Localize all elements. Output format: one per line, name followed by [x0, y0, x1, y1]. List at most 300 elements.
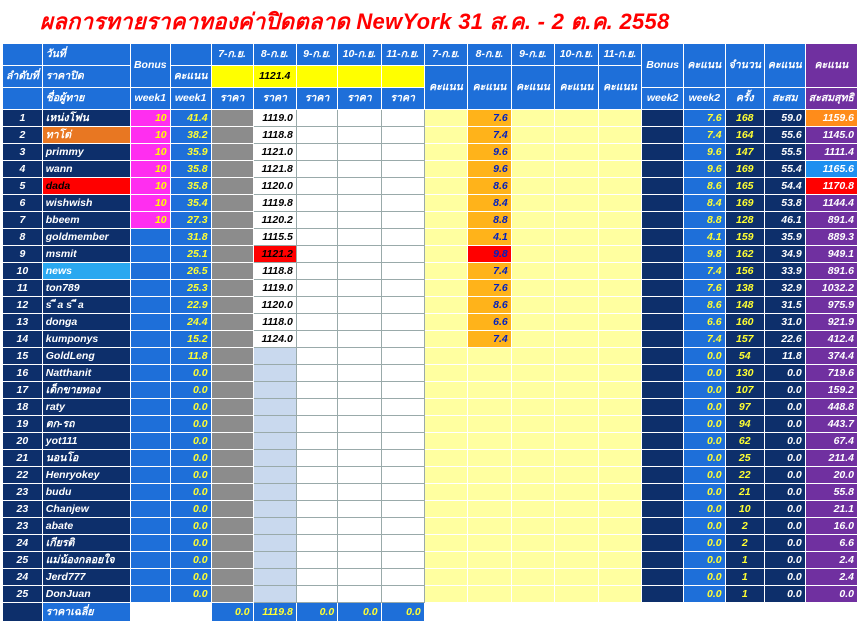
net-cell: 921.9	[805, 314, 857, 331]
count-cell: 130	[725, 365, 764, 382]
score-cell-1	[424, 433, 468, 450]
count-cell: 148	[725, 297, 764, 314]
bonus-week2-cell	[642, 535, 684, 552]
score-cell-1	[424, 501, 468, 518]
week1-score-cell: 0.0	[170, 535, 211, 552]
score-cell-2	[468, 586, 512, 603]
week2-score-cell: 0.0	[684, 399, 726, 416]
price-cell-3	[296, 297, 337, 314]
score-cell-1	[424, 586, 468, 603]
bonus-cell	[130, 569, 170, 586]
bonus-cell: 10	[130, 144, 170, 161]
price-cell-1	[211, 127, 253, 144]
player-name-cell: wann	[42, 161, 130, 178]
price-cell-1	[211, 178, 253, 195]
score-cell-1	[424, 569, 468, 586]
rank-header: ลำดับที่	[3, 66, 43, 88]
week2-score-cell: 8.6	[684, 297, 726, 314]
bonus-cell	[130, 484, 170, 501]
week2-score-label: week2	[684, 88, 726, 110]
score-label-1: คะแนน	[424, 66, 468, 110]
score-cell-5	[598, 212, 642, 229]
price-cell-4	[338, 195, 381, 212]
score-cell-1	[424, 518, 468, 535]
close-price-3	[296, 66, 337, 88]
score-cell-1	[424, 467, 468, 484]
score-cell-3	[511, 467, 555, 484]
week1-score-cell: 15.2	[170, 331, 211, 348]
accum-cell: 11.8	[764, 348, 805, 365]
week1-score-cell: 24.4	[170, 314, 211, 331]
score-date-header-1: 7-ก.ย.	[424, 44, 468, 66]
score-cell-5	[598, 518, 642, 535]
week2-header: week2	[642, 88, 684, 110]
rank-cell: 16	[3, 365, 43, 382]
bonus-week2-cell	[642, 501, 684, 518]
price-cell-4	[338, 416, 381, 433]
bonus-cell	[130, 535, 170, 552]
table-row	[3, 144, 858, 161]
score-cell-2: 9.6	[468, 161, 512, 178]
table-row	[3, 280, 858, 297]
week2-score-cell: 0.0	[684, 348, 726, 365]
week1-score-cell: 25.1	[170, 246, 211, 263]
player-name-cell: raty	[42, 399, 130, 416]
bonus-week2-cell	[642, 178, 684, 195]
bonus-week2-cell	[642, 365, 684, 382]
score-cell-2: 7.4	[468, 331, 512, 348]
score-cell-1	[424, 195, 468, 212]
price-cell-1	[211, 484, 253, 501]
bonus-cell	[130, 331, 170, 348]
rank-cell: 18	[3, 399, 43, 416]
rank-cell: 22	[3, 467, 43, 484]
score-cell-4	[555, 195, 599, 212]
price-cell-3	[296, 195, 337, 212]
table-row	[3, 178, 858, 195]
score-cell-2	[468, 382, 512, 399]
net-cell: 412.4	[805, 331, 857, 348]
bonus-cell: 10	[130, 161, 170, 178]
price-cell-2: 1118.8	[253, 127, 296, 144]
score-cell-4	[555, 212, 599, 229]
score-cell-3	[511, 161, 555, 178]
price-cell-5	[381, 314, 424, 331]
net-cell: 1144.4	[805, 195, 857, 212]
table-row	[3, 501, 858, 518]
price-cell-4	[338, 263, 381, 280]
rank-cell: 23	[3, 484, 43, 501]
rank-cell: 25	[3, 552, 43, 569]
score-cell-1	[424, 178, 468, 195]
player-name-cell: primmy	[42, 144, 130, 161]
price-cell-4	[338, 569, 381, 586]
score-cell-1	[424, 450, 468, 467]
score-cell-3	[511, 484, 555, 501]
price-cell-2	[253, 484, 296, 501]
week2-score-cell: 8.4	[684, 195, 726, 212]
bonus-week2-cell	[642, 161, 684, 178]
accum-cell: 0.0	[764, 365, 805, 382]
week2-score-cell: 8.6	[684, 178, 726, 195]
week2-score-cell: 7.4	[684, 331, 726, 348]
table-row	[3, 127, 858, 144]
count-header: จำนวน	[725, 44, 764, 88]
price-cell-3	[296, 535, 337, 552]
page-title: ผลการทายราคาทองค่าปิดตลาด NewYork 31 ส.ค. - 2 ต.ค. 2558	[40, 9, 670, 34]
week2-score-cell: 7.4	[684, 127, 726, 144]
price-cell-4	[338, 467, 381, 484]
rank-cell: 1	[3, 110, 43, 127]
bonus-week2-cell	[642, 229, 684, 246]
price-cell-4	[338, 518, 381, 535]
bonus-cell	[130, 382, 170, 399]
price-cell-1	[211, 535, 253, 552]
score-cell-5	[598, 314, 642, 331]
score-cell-3	[511, 501, 555, 518]
price-cell-5	[381, 195, 424, 212]
bonus-cell	[130, 450, 170, 467]
score-cell-5	[598, 161, 642, 178]
rank-cell: 24	[3, 535, 43, 552]
accum-cell: 0.0	[764, 586, 805, 603]
rank-cell: 2	[3, 127, 43, 144]
score-cell-1	[424, 144, 468, 161]
times-header: ครั้ง	[725, 88, 764, 110]
count-cell: 2	[725, 535, 764, 552]
rank-cell: 9	[3, 246, 43, 263]
score-cell-4	[555, 110, 599, 127]
price-cell-4	[338, 399, 381, 416]
score-cell-2	[468, 348, 512, 365]
score-cell-4	[555, 127, 599, 144]
price-cell-2	[253, 382, 296, 399]
score-cell-4	[555, 399, 599, 416]
accum-cell: 33.9	[764, 263, 805, 280]
score-cell-5	[598, 569, 642, 586]
score-cell-1	[424, 552, 468, 569]
score-cell-3	[511, 263, 555, 280]
player-name-cell: Jerd777	[42, 569, 130, 586]
average-2: 1119.8	[253, 603, 296, 622]
price-cell-5	[381, 229, 424, 246]
close-price-header: ราคาปิด	[42, 66, 130, 88]
score-cell-1	[424, 399, 468, 416]
price-cell-3	[296, 365, 337, 382]
net-cell: 891.6	[805, 263, 857, 280]
score-cell-1	[424, 484, 468, 501]
accum-cell: 53.8	[764, 195, 805, 212]
price-cell-5	[381, 382, 424, 399]
bonus-cell	[130, 552, 170, 569]
bonus-week2-cell	[642, 195, 684, 212]
table-row	[3, 535, 858, 552]
bonus-cell	[130, 518, 170, 535]
price-cell-4	[338, 144, 381, 161]
price-cell-5	[381, 144, 424, 161]
price-cell-4	[338, 348, 381, 365]
score-cell-3	[511, 382, 555, 399]
net-cell: 2.4	[805, 552, 857, 569]
price-cell-5	[381, 552, 424, 569]
price-cell-3	[296, 178, 337, 195]
count-cell: 107	[725, 382, 764, 399]
player-name-cell: news	[42, 263, 130, 280]
rank-spacer	[3, 88, 43, 110]
price-cell-1	[211, 450, 253, 467]
bonus-cell	[130, 229, 170, 246]
net-cell: 975.9	[805, 297, 857, 314]
week1-score-cell: 0.0	[170, 416, 211, 433]
bonus-cell	[130, 467, 170, 484]
score-cell-3	[511, 348, 555, 365]
price-cell-5	[381, 246, 424, 263]
score-net-header: คะแนน	[805, 44, 857, 88]
accum-cell: 59.0	[764, 110, 805, 127]
bonus-week2-cell	[642, 467, 684, 484]
table-row	[3, 110, 858, 127]
price-cell-5	[381, 586, 424, 603]
score-cell-5	[598, 586, 642, 603]
price-cell-5	[381, 280, 424, 297]
price-cell-2: 1115.5	[253, 229, 296, 246]
score-cell-4	[555, 229, 599, 246]
price-cell-1	[211, 501, 253, 518]
day-header: วันที่	[42, 44, 130, 66]
date-header-5: 11-ก.ย.	[381, 44, 424, 66]
rank-cell: 5	[3, 178, 43, 195]
price-cell-3	[296, 484, 337, 501]
price-cell-4	[338, 501, 381, 518]
price-cell-4	[338, 535, 381, 552]
price-cell-3	[296, 501, 337, 518]
accum-header: สะสม	[764, 88, 805, 110]
accum-cell: 0.0	[764, 433, 805, 450]
price-cell-1	[211, 416, 253, 433]
count-cell: 1	[725, 569, 764, 586]
table-row	[3, 229, 858, 246]
price-cell-3	[296, 246, 337, 263]
price-cell-2	[253, 399, 296, 416]
score-label-4: คะแนน	[555, 66, 599, 110]
net-cell: 374.4	[805, 348, 857, 365]
net-cell: 719.6	[805, 365, 857, 382]
week2-score-cell: 0.0	[684, 518, 726, 535]
score-cell-4	[555, 501, 599, 518]
price-cell-4	[338, 127, 381, 144]
score-cell-2	[468, 484, 512, 501]
week2-score-cell: 9.6	[684, 161, 726, 178]
price-cell-2: 1120.2	[253, 212, 296, 229]
score-cell-4	[555, 433, 599, 450]
score-cell-1	[424, 297, 468, 314]
price-cell-1	[211, 586, 253, 603]
price-cell-5	[381, 297, 424, 314]
accum-cell: 0.0	[764, 535, 805, 552]
rank-cell: 25	[3, 586, 43, 603]
price-cell-4	[338, 365, 381, 382]
score-cell-3	[511, 535, 555, 552]
price-cell-3	[296, 467, 337, 484]
score-cell-1	[424, 280, 468, 297]
table-row	[3, 433, 858, 450]
score-cell-4	[555, 535, 599, 552]
price-cell-1	[211, 144, 253, 161]
week2-score-cell: 0.0	[684, 586, 726, 603]
score-cell-1	[424, 229, 468, 246]
count-cell: 128	[725, 212, 764, 229]
score-cell-5	[598, 535, 642, 552]
accum-cell: 55.4	[764, 161, 805, 178]
price-cell-4	[338, 433, 381, 450]
price-cell-2	[253, 586, 296, 603]
week1-score-cell: 0.0	[170, 569, 211, 586]
count-cell: 159	[725, 229, 764, 246]
price-cell-2: 1120.0	[253, 297, 296, 314]
average-label: ราคาเฉลี่ย	[42, 603, 130, 622]
score-date-header-4: 10-ก.ย.	[555, 44, 599, 66]
score-cell-1	[424, 365, 468, 382]
score-cell-2: 7.6	[468, 280, 512, 297]
price-cell-5	[381, 178, 424, 195]
score-cell-2: 7.4	[468, 263, 512, 280]
score-cell-5	[598, 229, 642, 246]
rank-cell: 21	[3, 450, 43, 467]
net-header: สะสมสุทธิ	[805, 88, 857, 110]
score-cell-3	[511, 552, 555, 569]
bonus-week2-cell	[642, 433, 684, 450]
score-cell-3	[511, 450, 555, 467]
price-cell-3	[296, 552, 337, 569]
score-cell-3	[511, 365, 555, 382]
price-cell-3	[296, 144, 337, 161]
price-header-2: ราคา	[253, 88, 296, 110]
rank-cell: 13	[3, 314, 43, 331]
bonus-week2-cell	[642, 382, 684, 399]
count-cell: 21	[725, 484, 764, 501]
price-cell-1	[211, 348, 253, 365]
table-row	[3, 246, 858, 263]
bonus-cell	[130, 433, 170, 450]
date-header-2: 8-ก.ย.	[253, 44, 296, 66]
bonus-week2-cell	[642, 348, 684, 365]
rank-cell: 23	[3, 501, 43, 518]
count-cell: 1	[725, 552, 764, 569]
score-label-2: คะแนน	[468, 66, 512, 110]
week1-score-cell: 0.0	[170, 501, 211, 518]
score-cell-5	[598, 280, 642, 297]
price-cell-3	[296, 314, 337, 331]
week1-score-spacer	[170, 44, 211, 66]
week1-score-cell: 0.0	[170, 450, 211, 467]
footer-gap-1	[130, 603, 170, 622]
price-cell-2	[253, 450, 296, 467]
table-row	[3, 365, 858, 382]
price-cell-4	[338, 484, 381, 501]
week1-score-cell: 0.0	[170, 365, 211, 382]
score-cell-4	[555, 484, 599, 501]
average-4: 0.0	[338, 603, 381, 622]
week1-score-cell: 0.0	[170, 467, 211, 484]
bonus-cell	[130, 263, 170, 280]
bonus-week2-cell	[642, 246, 684, 263]
price-cell-5	[381, 535, 424, 552]
price-cell-2	[253, 501, 296, 518]
rank-cell: 24	[3, 569, 43, 586]
score-cell-5	[598, 365, 642, 382]
player-name-cell: เหน่งโฟน	[42, 110, 130, 127]
score-cell-4	[555, 450, 599, 467]
price-cell-5	[381, 110, 424, 127]
price-cell-3	[296, 110, 337, 127]
price-cell-4	[338, 212, 381, 229]
score-cell-2: 9.6	[468, 144, 512, 161]
score-cell-3	[511, 195, 555, 212]
price-cell-2	[253, 518, 296, 535]
score-cell-1	[424, 161, 468, 178]
score-cell-1	[424, 416, 468, 433]
score-cell-4	[555, 348, 599, 365]
price-cell-4	[338, 280, 381, 297]
week1-score-cell: 35.9	[170, 144, 211, 161]
score-cell-4	[555, 263, 599, 280]
score-cell-2: 7.4	[468, 127, 512, 144]
price-cell-1	[211, 552, 253, 569]
score-cell-3	[511, 314, 555, 331]
price-cell-3	[296, 450, 337, 467]
price-cell-4	[338, 314, 381, 331]
price-cell-4	[338, 110, 381, 127]
count-cell: 1	[725, 586, 764, 603]
score-cell-2: 4.1	[468, 229, 512, 246]
score-cell-2: 8.4	[468, 195, 512, 212]
table-row	[3, 586, 858, 603]
count-cell: 54	[725, 348, 764, 365]
price-cell-1	[211, 518, 253, 535]
price-cell-1	[211, 365, 253, 382]
net-cell: 211.4	[805, 450, 857, 467]
week2-score-cell: 0.0	[684, 365, 726, 382]
bonus-cell	[130, 348, 170, 365]
net-cell: 16.0	[805, 518, 857, 535]
score-cell-1	[424, 382, 468, 399]
score-cell-5	[598, 127, 642, 144]
player-name-cell: yot111	[42, 433, 130, 450]
price-cell-2	[253, 569, 296, 586]
score-cell-5	[598, 195, 642, 212]
price-cell-5	[381, 518, 424, 535]
score-cell-4	[555, 552, 599, 569]
rank-cell: 10	[3, 263, 43, 280]
accum-cell: 0.0	[764, 416, 805, 433]
rank-cell: 6	[3, 195, 43, 212]
week1-score-label: week1	[170, 88, 211, 110]
count-cell: 169	[725, 161, 764, 178]
player-name-cell: แม่น้องกลอยใจ	[42, 552, 130, 569]
player-name-cell: GoldLeng	[42, 348, 130, 365]
net-cell: 1159.6	[805, 110, 857, 127]
score-cell-3	[511, 110, 555, 127]
score-cell-3	[511, 297, 555, 314]
score-cell-3	[511, 127, 555, 144]
score-cell-5	[598, 484, 642, 501]
week1-score-cell: 35.8	[170, 161, 211, 178]
net-cell: 949.1	[805, 246, 857, 263]
count-cell: 160	[725, 314, 764, 331]
count-cell: 94	[725, 416, 764, 433]
net-cell: 1145.0	[805, 127, 857, 144]
average-3: 0.0	[296, 603, 337, 622]
